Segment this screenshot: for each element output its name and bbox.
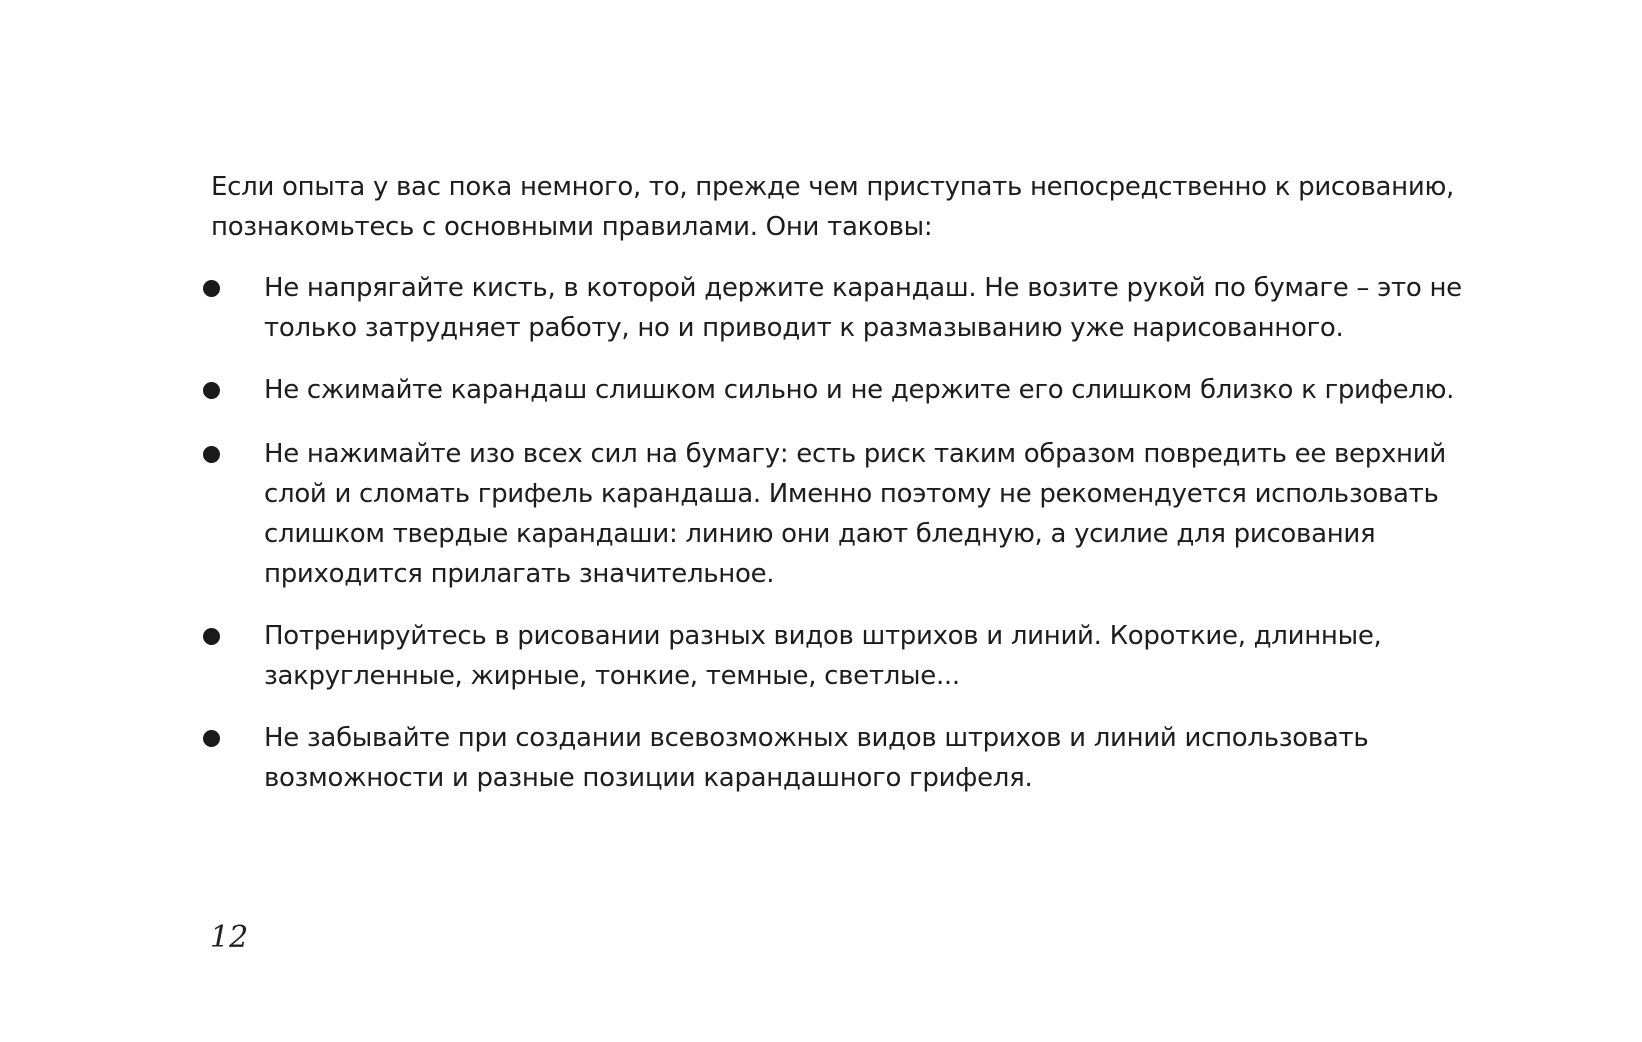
rule-text: Потренируйтесь в рисовании разных видов штрихов и линий. Короткие, длинные, закругленные, жирные, тонкие, темные, светлые... xyxy=(264,621,1382,691)
page-number: 12 xyxy=(210,920,249,955)
bullet-icon xyxy=(203,280,220,297)
list-item xyxy=(200,370,1510,410)
list-item xyxy=(200,268,1510,348)
rule-text: Не напрягайте кисть, в которой держите карандаш. Не возите рукой по бумаге – это не только затрудняет работу, но и приводит к размазыванию уже нарисованного. xyxy=(264,273,1462,343)
rule-text: Не забывайте при создании всевозможных видов штрихов и линий использовать возможности и разные позиции карандашного грифеля. xyxy=(264,723,1369,793)
list-item xyxy=(200,718,1510,798)
list-item xyxy=(200,434,1510,594)
bullet-icon xyxy=(203,628,220,645)
list-item xyxy=(200,616,1510,696)
rule-text: Не нажимайте изо всех сил на бумагу: есть риск таким образом повредить ее верхний слой и сломать грифель карандаша. Именно поэтому не рекомендуется использовать слишком твердые карандаши: линию они дают бледную, а усилие для рисования приходится прилагать значительное. xyxy=(264,439,1446,589)
bullet-icon xyxy=(203,382,220,399)
rules-list xyxy=(200,268,1510,820)
bullet-icon xyxy=(203,446,220,463)
rule-text: Не сжимайте карандаш слишком сильно и не держите его слишком близко к грифелю. xyxy=(264,375,1455,405)
intro-paragraph: Если опыта у вас пока немного, то, прежде чем приступать непосредственно к рисованию, познакомьтесь с основными правилами. Они таковы: xyxy=(211,172,1455,242)
bullet-icon xyxy=(203,730,220,747)
